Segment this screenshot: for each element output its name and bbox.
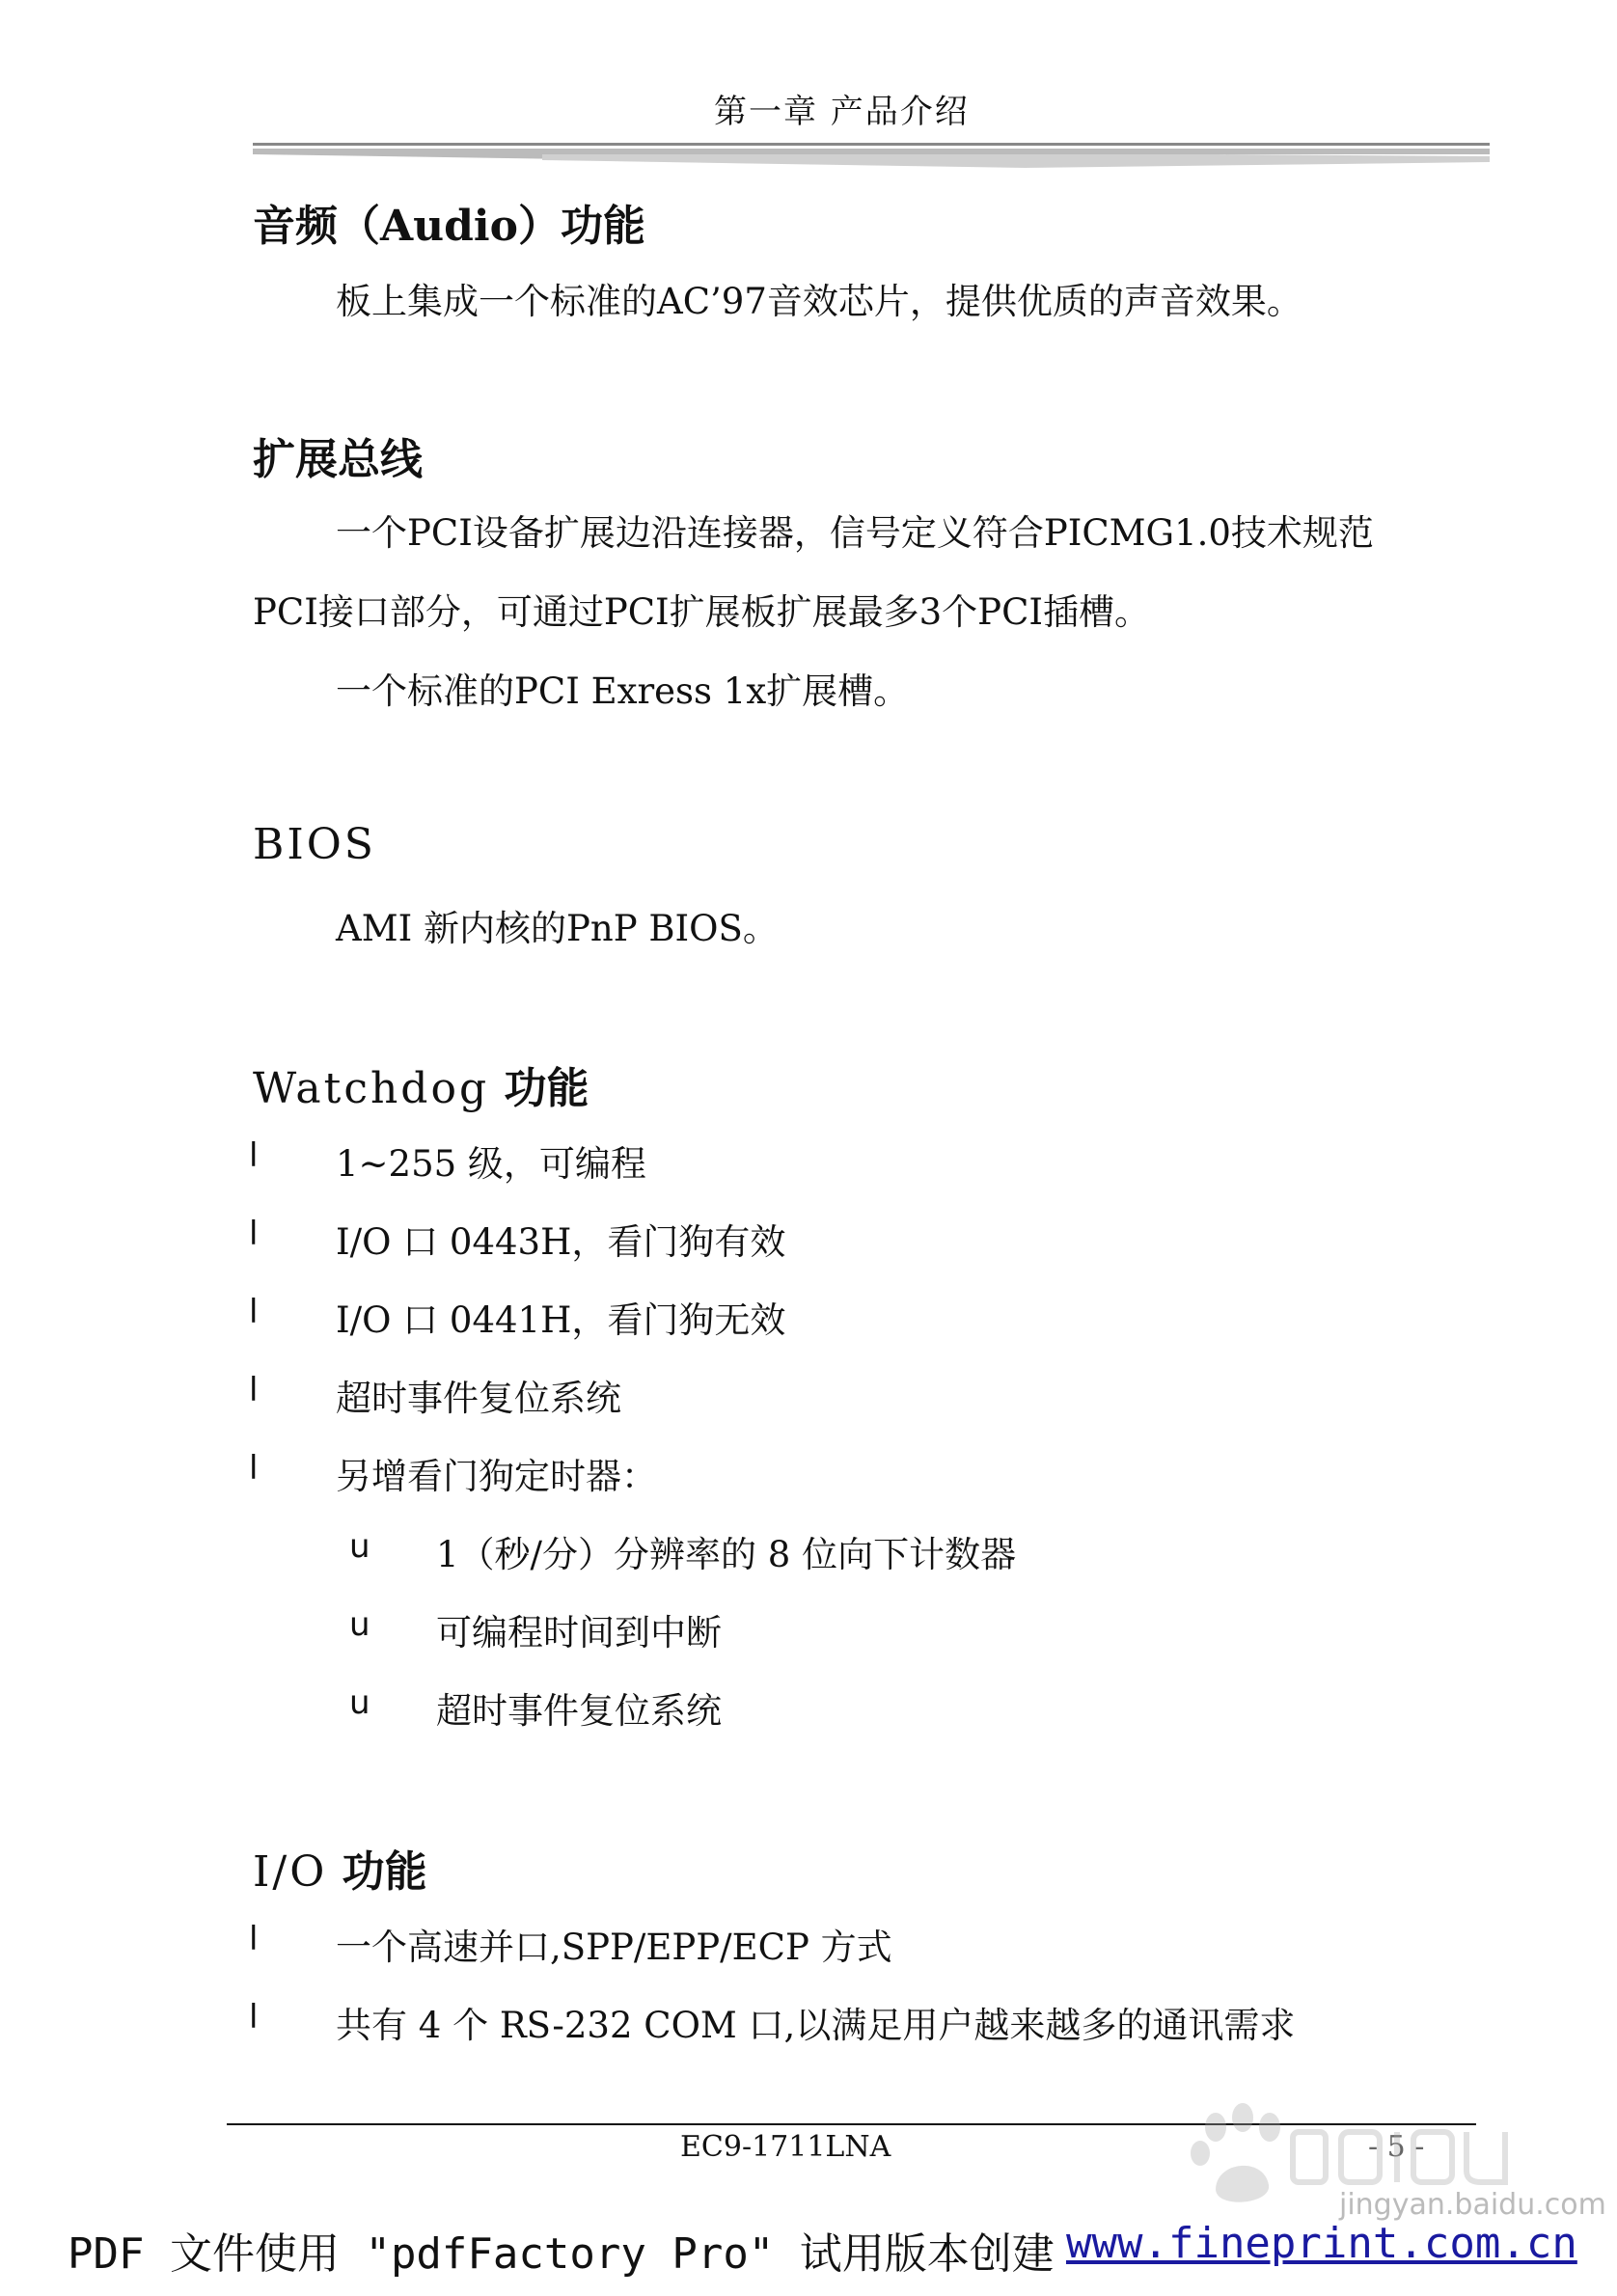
page-number: - 5 -	[1368, 2130, 1425, 2164]
fineprint-link[interactable]: www.fineprint.com.cn	[1066, 2219, 1577, 2268]
bullet-icon: l	[249, 1920, 259, 1958]
bullet-icon: l	[249, 1136, 259, 1175]
watchdog-sub-item: 1（秒/分）分辨率的 8 位向下计数器	[436, 1534, 1017, 1575]
model-number: EC9-1711LNA	[680, 2130, 891, 2164]
watchdog-heading-latin: Watchdog	[253, 1064, 490, 1113]
bios-heading: BIOS	[253, 820, 376, 869]
io-heading-latin: I/O	[253, 1847, 328, 1897]
bus-line-2: PCI接口部分，可通过PCI扩展板扩展最多3个PCI插槽。	[253, 591, 1151, 633]
watchdog-sub-item: 超时事件复位系统	[436, 1690, 722, 1732]
io-item: 共有 4 个 RS-232 COM 口,以满足用户越来越多的通讯需求	[336, 2005, 1296, 2046]
audio-body: 板上集成一个标准的AC’97音效芯片，提供优质的声音效果。	[336, 281, 1302, 322]
watchdog-item: I/O 口 0441H，看门狗无效	[336, 1299, 786, 1341]
sub-bullet-icon: u	[349, 1527, 370, 1566]
sub-bullet-icon: u	[349, 1605, 370, 1644]
bios-body: AMI 新内核的PnP BIOS。	[336, 908, 779, 949]
io-heading-cn: 功能	[342, 1847, 427, 1897]
watchdog-heading-cn: 功能	[504, 1064, 589, 1113]
bullet-icon: l	[249, 1371, 259, 1409]
watchdog-item: 1~255 级，可编程	[336, 1143, 646, 1185]
watchdog-sub-item: 可编程时间到中断	[436, 1612, 722, 1654]
bullet-icon: l	[249, 1293, 259, 1331]
header-rule	[253, 143, 1490, 172]
watchdog-item: 超时事件复位系统	[336, 1378, 621, 1419]
bus-heading: 扩展总线	[253, 435, 423, 484]
io-heading	[253, 1837, 427, 1899]
bus-line-3: 一个标准的PCI Exress 1x扩展槽。	[336, 670, 910, 712]
bullet-icon: l	[249, 1215, 259, 1253]
io-item: 一个高速并口,SPP/EPP/ECP 方式	[336, 1927, 892, 1968]
bus-line-1: 一个PCI设备扩展边沿连接器，信号定义符合PICMG1.0技术规范	[336, 512, 1374, 554]
audio-heading: 音频（Audio）功能	[253, 202, 645, 251]
watchdog-item: I/O 口 0443H，看门狗有效	[336, 1221, 786, 1263]
watermark-url: jingyan.baidu.com	[1339, 2188, 1606, 2222]
chapter-header: 第一章 产品介绍	[714, 93, 970, 131]
bullet-icon: l	[249, 1449, 259, 1488]
sub-bullet-icon: u	[349, 1683, 370, 1722]
pdf-factory-note: PDF 文件使用 "pdfFactory Pro" 试用版本创建	[68, 2229, 1055, 2279]
watchdog-heading	[253, 1053, 589, 1115]
watchdog-item: 另增看门狗定时器：	[336, 1456, 657, 1497]
bullet-icon: l	[249, 1998, 259, 2036]
